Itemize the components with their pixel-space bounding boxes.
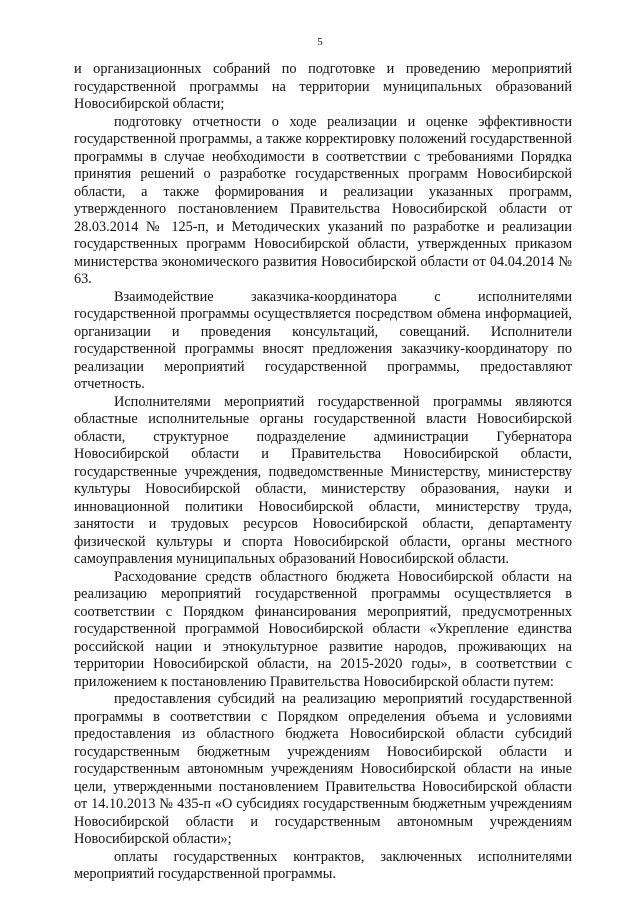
paragraph-3: Взаимодействие заказчика-координатора с исполнителями государственной программы осуществляется посредством обмена информацией, организации и проведения консультаций, совещаний. Исполнители государственной программы вносят предложения заказчику-координатору по реализации мероприятий государственной программы, предоставляют отчетность. [74,288,572,392]
paragraph-6: предоставления субсидий на реализацию мероприятий государственной программы в соответствии с Порядком определения объема и условиями предоставления из областного бюджета Новосибирской области субсидий государственным бюджетным учреждениям Новосибирской области и государственным автономным учреждениям Новосибирской области на иные цели, утвержденными постановлением Правительства Новосибирской области от 14.10.2013 № 435-п «О субсидиях государственным бюджетным учреждениям Новосибирской области и государственным автономным учреждениям Новосибирской области»; [74,691,572,847]
paragraph-4: Исполнителями мероприятий государственной программы являются областные исполнительные органы государственной власти Новосибирской области, структурное подразделение администрации Губернатора Новосибирской области и Правительства Новосибирской области, государственные учреждения, подведомственные Министерству, министерству культуры Новосибирской области, министерству образования, науки и инновационной политики Новосибирской области, министерству труда, занятости и трудовых ресурсов Новосибирской области, департаменту физической культуры и спорта Новосибирской области, органы местного самоуправления муниципальных образований Новосибирской области. [74,393,572,567]
paragraph-1: и организационных собраний по подготовке и проведению мероприятий государственной программы на территории муниципальных образований Новосибирской области; [74,61,572,112]
paragraph-7: оплаты государственных контрактов, заключенных исполнителями мероприятий государственной программы. [74,848,572,882]
paragraph-2: подготовку отчетности о ходе реализации и оценке эффективности государственной программы, а также корректировку положений государственной программы в случае необходимости в соответствии с требованиями Порядка принятия решений о разработке государственных программ Новосибирской области, а также формирования и реализации указанных программ, утвержденного постановлением Правительства Новосибирской области от 28.03.2014 № 125-п, и Методических указаний по разработке и реализации государственных программ Новосибирской области, утвержденных приказом министерства экономического развития Новосибирской области от 04.04.2014 № 63. [74,113,572,287]
page-number: 5 [317,36,323,48]
document-body [74,61,572,884]
paragraph-5: Расходование средств областного бюджета Новосибирской области на реализацию мероприятий государственной программы осуществляется в соответствии с Порядком финансирования мероприятий, предусмотренных государственной программой Новосибирской области «Укрепление единства российской нации и этнокультурное развитие народов, проживающих на территории Новосибирской области, на 2015-2020 годы», в соответствии с приложением к постановлению Правительства Новосибирской области путем: [74,568,572,690]
